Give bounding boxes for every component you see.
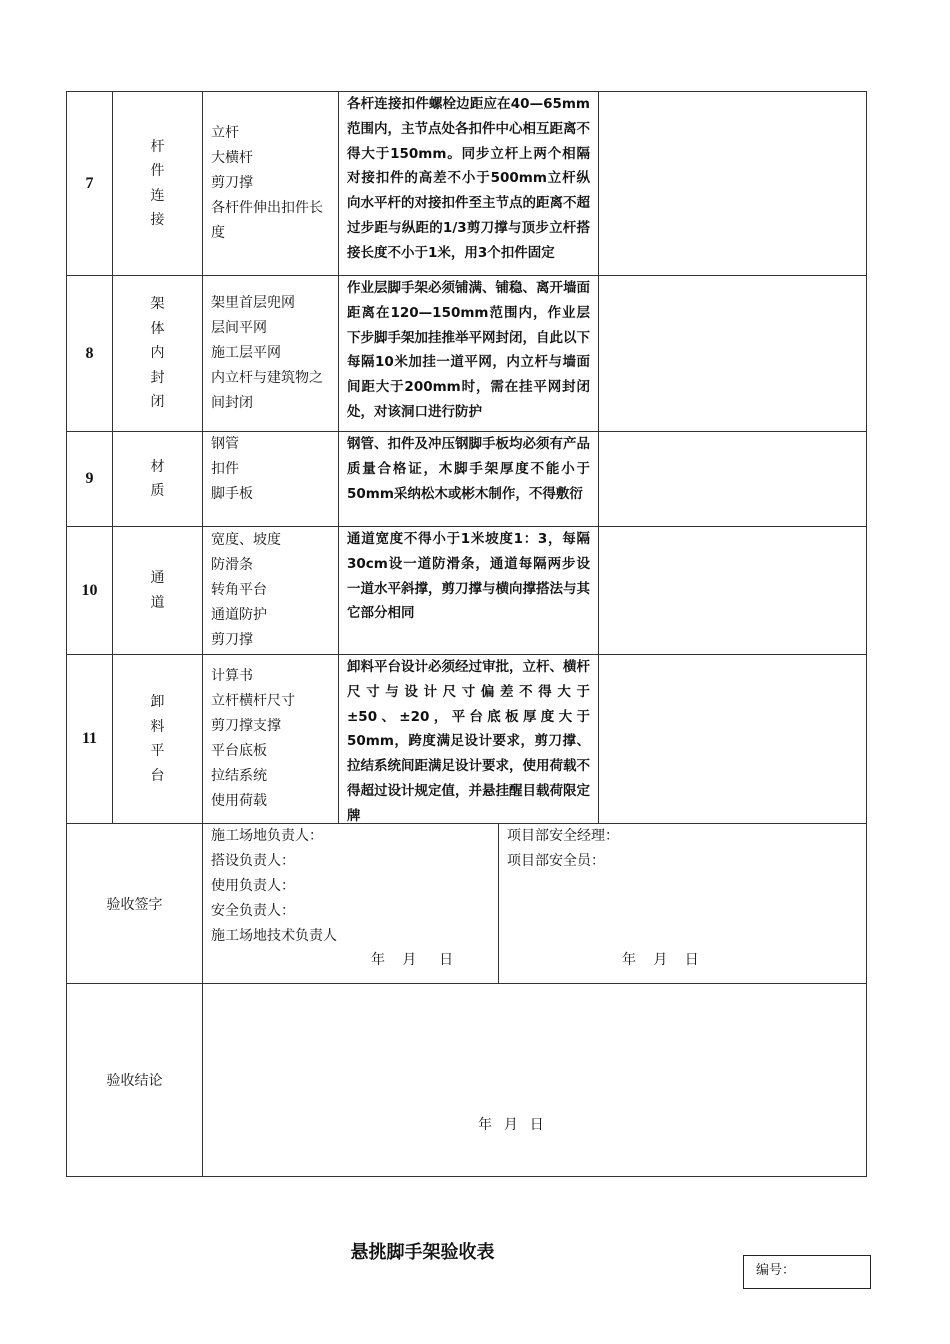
conclusion-row	[67, 984, 867, 1177]
row-items: 宽度、坡度 防滑条 转角平台 通道防护 剪刀撑	[203, 527, 339, 655]
table-row	[67, 276, 867, 432]
signature-line: 项目部安全员：	[507, 853, 605, 869]
conclusion-date: 年 月 日	[478, 1117, 545, 1133]
signature-line: 施工场地负责人：	[211, 828, 323, 844]
signature-line: 项目部安全经理：	[507, 828, 619, 844]
row-result[interactable]	[599, 432, 867, 527]
signature-area	[203, 824, 867, 984]
serial-number-box[interactable]	[743, 1255, 871, 1289]
row-result[interactable]	[599, 655, 867, 824]
signature-line: 搭设负责人：	[211, 853, 295, 869]
row-standard: 卸料平台设计必须经过审批，立杆、横杆尺寸与设计尺寸偏差不得大于±50、±20，平台底板厚度大于50mm，跨度满足设计要求，剪刀撑、拉结系统间距满足设计要求，使用荷载不得超过设计规定值，并悬挂醒目载荷限定牌	[339, 655, 599, 824]
table-row	[67, 655, 867, 824]
conclusion-area[interactable]	[203, 984, 867, 1177]
signature-left[interactable]	[203, 824, 499, 983]
signature-label: 验收签字	[67, 824, 203, 984]
row-category: 通 道	[113, 527, 203, 655]
table-row	[67, 527, 867, 655]
signature-right[interactable]	[499, 824, 866, 983]
row-items: 架里首层兜网 层间平网 施工层平网 内立杆与建筑物之间封闭	[203, 276, 339, 432]
row-number: 9	[67, 432, 113, 527]
row-number: 11	[67, 655, 113, 824]
row-result[interactable]	[599, 92, 867, 276]
signature-line: 施工场地技术负责人	[211, 928, 337, 944]
row-items: 钢管 扣件 脚手板	[203, 432, 339, 527]
signature-left-date: 年 月 日	[371, 952, 455, 968]
row-number: 8	[67, 276, 113, 432]
signature-row	[67, 824, 867, 984]
inspection-table	[66, 91, 867, 1177]
row-items: 立杆 大横杆 剪刀撑 各杆件伸出扣件长度	[203, 92, 339, 276]
signature-line: 使用负责人：	[211, 878, 295, 894]
row-items: 计算书 立杆横杆尺寸 剪刀撑支撑 平台底板 拉结系统 使用荷载	[203, 655, 339, 824]
row-number: 10	[67, 527, 113, 655]
row-standard: 钢管、扣件及冲压钢脚手板均必须有产品质量合格证，木脚手架厚度不能小于50mm采纳松木或彬木制作，不得敷衍	[339, 432, 599, 527]
row-standard: 作业层脚手架必须铺满、铺稳、离开墙面距离在120—150mm范围内，作业层下步脚手架加挂推举平网封闭，自此以下每隔10米加挂一道平网，内立杆与墙面间距大于200mm时，需在挂平网封闭处，对该洞口进行防护	[339, 276, 599, 432]
row-category: 材 质	[113, 432, 203, 527]
row-category: 杆 件 连 接	[113, 92, 203, 276]
conclusion-label: 验收结论	[67, 984, 203, 1177]
row-result[interactable]	[599, 527, 867, 655]
signature-right-date: 年 月 日	[622, 952, 700, 968]
row-result[interactable]	[599, 276, 867, 432]
row-standard: 通道宽度不得小于1米坡度1：3，每隔30cm设一道防滑条，通道每隔两步设一道水平斜撑，剪刀撑与横向撑搭法与其它部分相同	[339, 527, 599, 655]
serial-number-label: 编号：	[756, 1263, 796, 1278]
row-standard: 各杆连接扣件螺栓边距应在40—65mm范围内，主节点处各扣件中心相互距离不得大于150mm。同步立杆上两个相隔对接扣件的高差不小于500mm立杆纵向水平杆的对接扣件至主节点的距离不超过步距与纵距的1/3剪刀撑与顶步立杆搭接长度不小于1米，用3个扣件固定	[339, 92, 599, 276]
table-row	[67, 92, 867, 276]
row-category: 卸 料 平 台	[113, 655, 203, 824]
signature-line: 安全负责人：	[211, 903, 295, 919]
next-form-title: 悬挑脚手架验收表	[350, 1242, 495, 1263]
table-row	[67, 432, 867, 527]
row-number: 7	[67, 92, 113, 276]
row-category: 架 体 内 封 闭	[113, 276, 203, 432]
